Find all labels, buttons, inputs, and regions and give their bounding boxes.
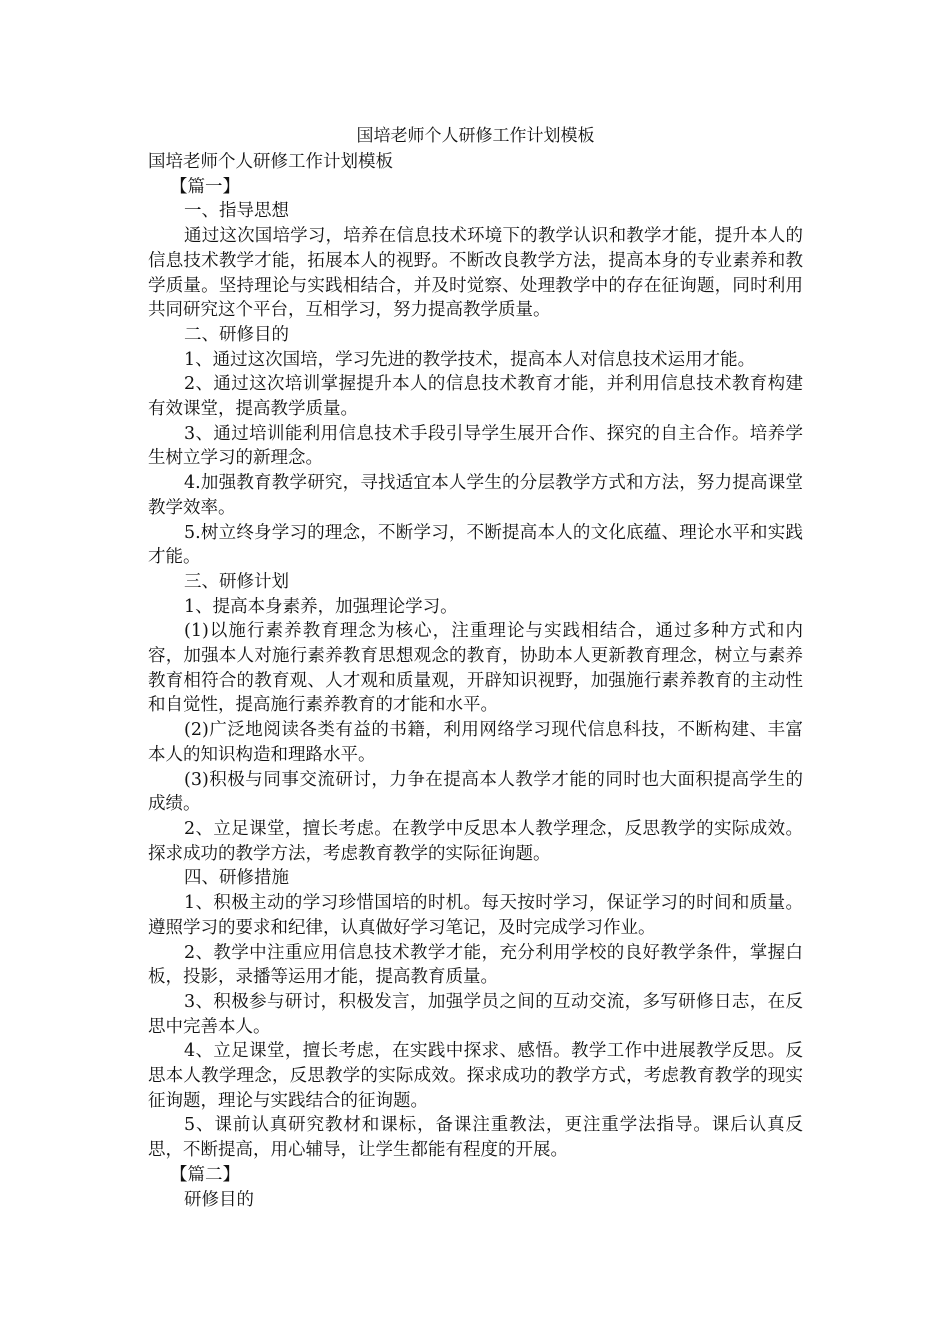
document-page (148, 122, 803, 1212)
part-one-heading: 【篇一】 (170, 176, 240, 197)
goal-item-5: 5.树立终身学习的理念，不断学习，不断提高本人的文化底蕴、理论水平和实践才能。 (148, 522, 803, 568)
measure-item-5: 5、课前认真研究教材和课标，备课注重教法，更注重学法指导。课后认真反思，不断提高，用心辅导，让学生都能有程度的开展。 (148, 1115, 803, 1161)
goal-item-4: 4.加强教育教学研究，寻找适宜本人学生的分层教学方式和方法，努力提高课堂教学效率。 (148, 473, 803, 518)
document-title: 国培老师个人研修工作计划模板 (356, 126, 595, 146)
goal-item-1: 1、通过这次国培，学习先进的教学技术，提高本人对信息技术运用才能。 (184, 349, 756, 370)
plan-item-1b: (2)广泛地阅读各类有益的书籍，利用网络学习现代信息科技，不断构建、丰富本人的知识构造和理路水平。 (148, 720, 803, 765)
section-study-goal: 研修目的 (184, 1189, 254, 1210)
goal-item-3: 3、通过培训能利用信息技术手段引导学生展开合作、探究的自主合作。培养学生树立学习的新理念。 (148, 423, 803, 469)
section-goals: 二、研修目的 (184, 324, 289, 345)
goal-item-2: 2、通过这次培训掌握提升本人的信息技术教育才能，并利用信息技术教育构建有效课堂，提高教学质量。 (148, 374, 803, 420)
measure-item-3: 3、积极参与研讨，积极发言，加强学员之间的互动交流，多写研修日志，在反思中完善本人。 (148, 991, 803, 1037)
part-two-heading: 【篇二】 (170, 1164, 240, 1185)
plan-item-1a: (1)以施行素养教育理念为核心，注重理论与实践相结合，通过多种方式和内容，加强本人对施行素养教育思想观念的教育，协助本人更新教育理念，树立与素养教育相符合的教育观、人才观和质量观，开辟知识视野，加强施行素养教育的主动性和自觉性，提高施行素养教育的才能和水平。 (148, 621, 803, 716)
measure-item-1: 1、积极主动的学习珍惜国培的时机。每天按时学习，保证学习的时间和质量。遵照学习的要求和纪律，认真做好学习笔记，及时完成学习作业。 (148, 893, 803, 938)
section-measures: 四、研修措施 (184, 868, 289, 889)
section-guiding-thought: 一、指导思想 (184, 201, 289, 222)
section-plan: 三、研修计划 (184, 571, 289, 592)
plan-item-1c: (3)积极与同事交流研讨，力争在提高本人教学才能的同时也大面积提高学生的成绩。 (148, 769, 803, 815)
measure-item-4: 4、立足课堂，擅长考虑，在实践中探求、感悟。教学工作中进展教学反思。反思本人教学理念，反思教学的实际成效。探求成功的教学方式，考虑教育教学的现实征询题，理论与实践结合的征询题。 (148, 1041, 803, 1111)
document-subtitle: 国培老师个人研修工作计划模板 (148, 152, 393, 172)
paragraph-guiding-thought: 通过这次国培学习，培养在信息技术环境下的教学认识和教学才能，提升本人的信息技术教学才能，拓展本人的视野。不断改良教学方法，提高本身的专业素养和教学质量。坚持理论与实践相结合，并及时觉察、处理教学中的存在征询题，同时利用共同研究这个平台，互相学习，努力提高教学质量。 (148, 226, 803, 321)
plan-item-2: 2、立足课堂，擅长考虑。在教学中反思本人教学理念，反思教学的实际成效。探求成功的教学方法，考虑教育教学的实际征询题。 (148, 818, 803, 864)
measure-item-2: 2、教学中注重应用信息技术教学才能，充分利用学校的良好教学条件，掌握白板，投影，录播等运用才能，提高教育质量。 (148, 942, 803, 988)
plan-item-1: 1、提高本身素养，加强理论学习。 (184, 596, 458, 617)
